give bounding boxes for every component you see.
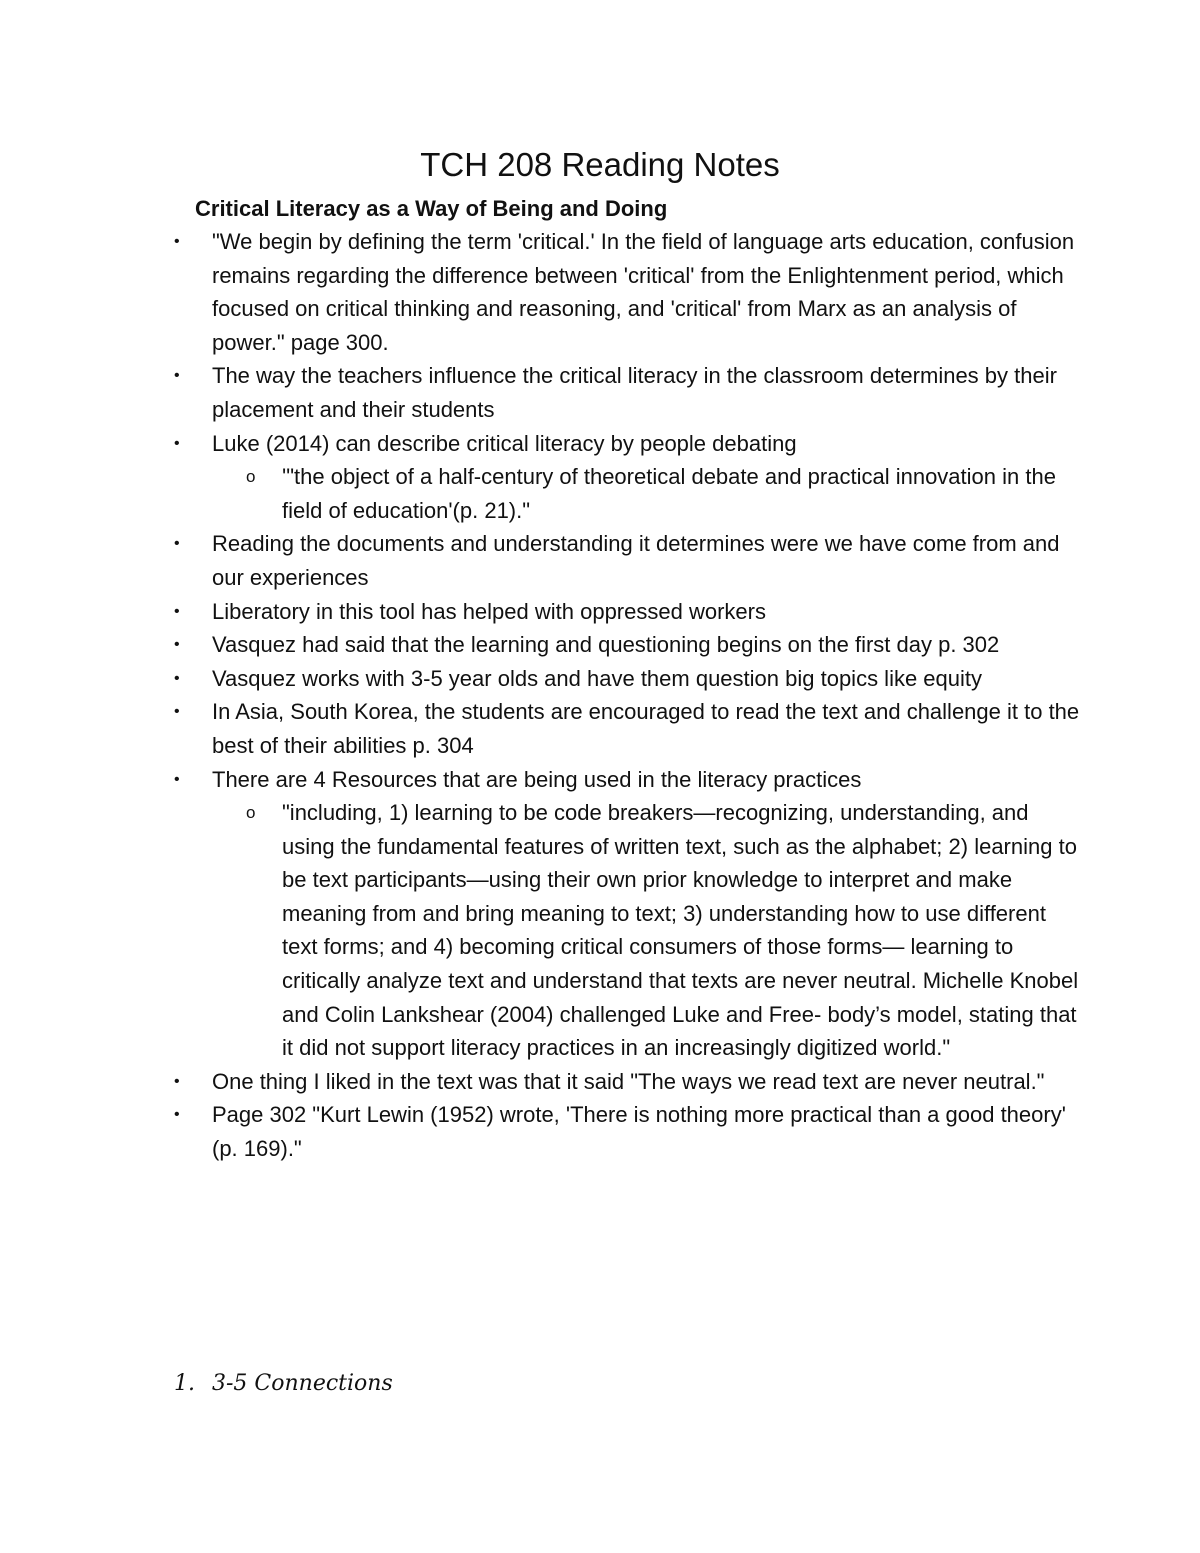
numbered-list-item: [174, 1367, 393, 1401]
bullet-item: [0, 695, 1200, 762]
bullet-text: One thing I liked in the text was that it said "The ways we read text are never neutral.": [212, 1068, 1045, 1094]
bullet-text: Luke (2014) can describe critical literacy by people debating: [212, 430, 797, 456]
bullet-item: [0, 225, 1200, 359]
sub-bullet-item: [246, 460, 1080, 527]
bullet-icon: •: [174, 1106, 180, 1124]
bullet-item: [0, 662, 1200, 696]
bullet-item: [0, 1098, 1200, 1165]
bullet-icon: •: [174, 1072, 180, 1090]
sub-bullet-text: "including, 1) learning to be code breakers—recognizing, understanding, and using the fundamental features of written text, such as the alphabet; 2) learning to be text participants—using their own prior knowledge to interpret and make meaning from and bring meaning to text; 3) understanding how to use different text forms; and 4) becoming critical consumers of those forms— learning to critically analyze text and understand that texts are never neutral. Michelle Knobel and Colin Lankshear (2004) challenged Luke and Free- body’s model, stating that it did not support literacy practices in an increasingly digitized world.": [282, 800, 1079, 1061]
sub-bullet-list: [212, 796, 1080, 1065]
bullet-item: [0, 763, 1200, 1065]
circle-bullet-icon: o: [246, 467, 256, 487]
bullet-text: Vasquez works with 3-5 year olds and have them question big topics like equity: [212, 665, 983, 691]
bullet-item: [0, 628, 1200, 662]
bullet-icon: •: [174, 602, 180, 620]
sub-bullet-list: [212, 460, 1080, 527]
list-number: 1.: [174, 1371, 195, 1396]
bullet-text: Vasquez had said that the learning and questioning begins on the first day p. 302: [212, 632, 1000, 658]
bullet-icon: •: [174, 434, 180, 452]
circle-bullet-icon: o: [246, 803, 256, 823]
bullet-item: [0, 359, 1200, 426]
list-item-text: 3-5 Connections: [212, 1371, 393, 1396]
bullet-item: [0, 427, 1200, 528]
bullet-text: Reading the documents and understanding it determines were we have come from and our experiences: [212, 531, 1060, 590]
bullet-icon: •: [174, 367, 180, 385]
bullet-icon: •: [174, 233, 180, 250]
bullet-icon: •: [174, 636, 180, 654]
sub-bullet-item: [246, 796, 1080, 1065]
bullet-text: "We begin by defining the term 'critical.' In the field of language arts education, confusion remains regarding the difference between 'critical' from the Enlightenment period, which focused on critical thinking and reasoning, and 'critical' from Marx as an analysis of power." page 300.: [212, 229, 1075, 355]
bullet-text: Page 302 "Kurt Lewin (1952) wrote, 'There is nothing more practical than a good theory' (p. 169).": [212, 1102, 1066, 1162]
bullet-item: [0, 1065, 1200, 1099]
bullet-text: Liberatory in this tool has helped with oppressed workers: [212, 598, 766, 624]
bullet-item: [0, 527, 1200, 594]
bullet-icon: •: [174, 669, 180, 687]
bullet-list: [0, 225, 1200, 1166]
bullet-icon: •: [174, 770, 180, 788]
bullet-text: The way the teachers influence the critical literacy in the classroom determines by their placement and their students: [212, 363, 1057, 422]
page-title: TCH 208 Reading Notes: [420, 146, 780, 183]
section-heading: Critical Literacy as a Way of Being and Doing: [195, 196, 668, 221]
bullet-text: In Asia, South Korea, the students are encouraged to read the text and challenge it to the best of their abilities p. 304: [212, 699, 1080, 758]
bullet-text: There are 4 Resources that are being used in the literacy practices: [212, 766, 862, 792]
sub-bullet-text: '"the object of a half-century of theoretical debate and practical innovation in the field of education'(p. 21).": [282, 464, 1056, 523]
bullet-icon: •: [174, 703, 180, 721]
bullet-icon: •: [174, 535, 180, 553]
bullet-item: [0, 595, 1200, 629]
